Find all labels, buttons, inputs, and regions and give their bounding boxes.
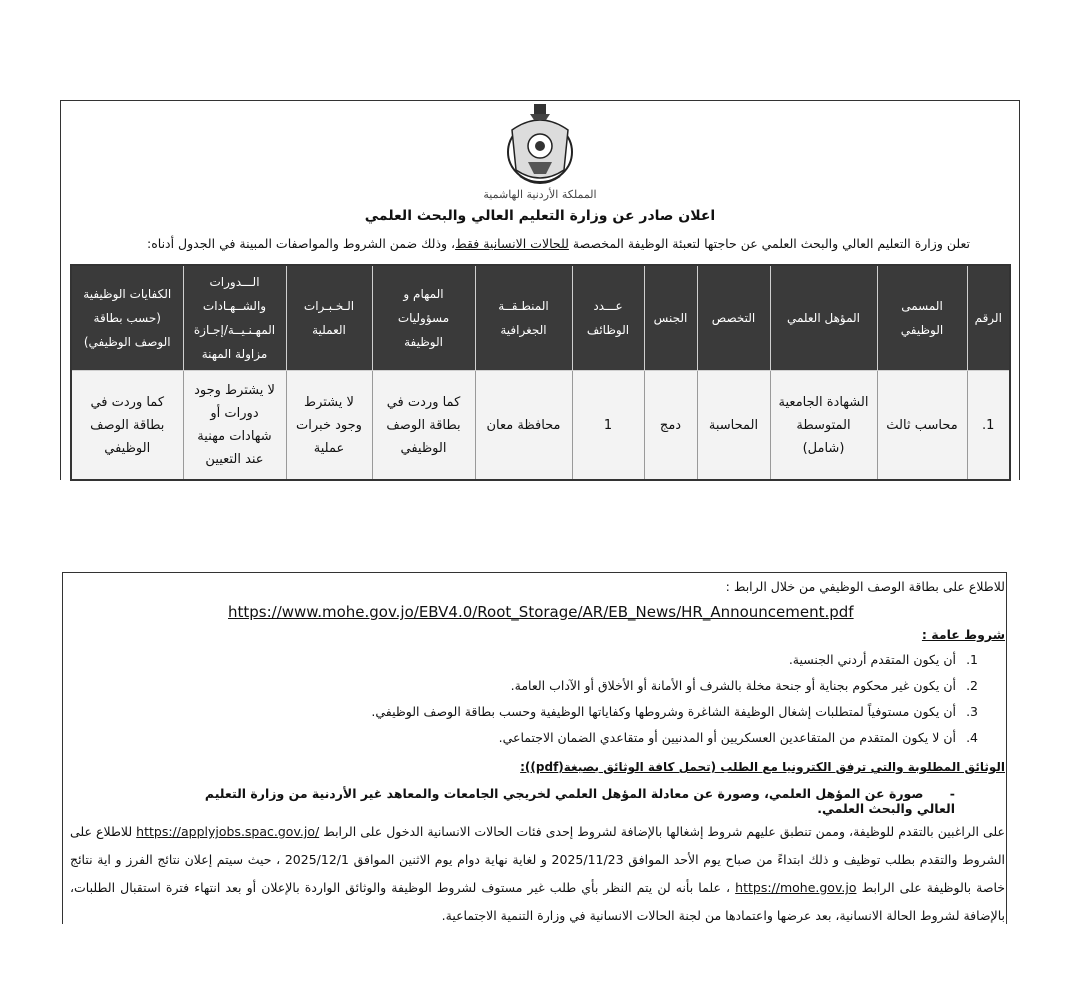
document-text: صورة عن المؤهل العلمي، وصورة عن معادلة المؤهل العلمي لخريجي الجامعات والمعاهد غير الأردنية من وزارة التعليم العالي والبحث العلمي.	[204, 786, 955, 816]
condition-number: 2.	[966, 678, 978, 693]
para-part1: على الراغبين بالتقدم للوظيفة، وممن تنطبق عليهم شروط إشغالها بالإضافة لشروط إحدى فئات الحالات الانسانية الدخول على الرابط	[323, 824, 1005, 839]
table-cell: لا يشترط وجود خبرات عملية	[286, 371, 372, 481]
intro-after: ، وذلك ضمن الشروط والمواصفات المبينة في الجدول أدناه:	[147, 236, 456, 251]
condition-number: 1.	[966, 652, 978, 667]
left-rule	[60, 100, 61, 480]
condition-text: أن يكون غير محكوم بجناية أو جنحة مخلة بالشرف أو الأمانة أو الأخلاق أو الآداب العامة.	[510, 678, 956, 693]
section2-rule	[62, 572, 1007, 573]
condition-text: أن يكون مستوفياً لمتطلبات إشغال الوظيفة الشاغرة وشروطها وكفاياتها الوظيفية وحسب بطاقة الوصف الوظيفي.	[371, 704, 956, 719]
table-row	[71, 371, 1010, 481]
condition-item	[300, 704, 978, 719]
condition-item	[300, 652, 978, 667]
column-header: التخصص	[697, 265, 770, 371]
intro-before: تعلن وزارة التعليم العالي والبحث العلمي عن حاجتها لتعبئة الوظيفة المخصصة	[572, 236, 970, 251]
kingdom-name: المملكة الأردنية الهاشمية	[483, 188, 597, 201]
link-intro: للاطلاع على بطاقة الوصف الوظيفي من خلال الرابط :	[725, 579, 1005, 594]
para-part2: للاطلاع على الشروط والتقدم بطلب توظيف و ذلك ابتداءً من صباح يوم الأحد الموافق 2025/11/23 و لغاية نهاية دوام يوم الاثنين الموافق 2025/12/1 ، حيث سيتم إعلان نتائج الفرز و اية نتائج خاصة بالوظيفة على الرابط	[70, 824, 1005, 895]
column-header: المسمى الوظيفي	[877, 265, 967, 371]
mohe-link[interactable]: https://mohe.gov.jo	[735, 880, 857, 895]
column-header: الكفايات الوظيفية (حسب بطاقة الوصف الوظيفي)	[71, 265, 183, 371]
table-cell: دمج	[644, 371, 697, 481]
right-rule	[1019, 100, 1020, 480]
table-cell: الشهادة الجامعية المتوسطة (شامل)	[770, 371, 877, 481]
column-header: الـــدورات والشــهـادات المهـنـيــة/إجـازة مزاولة المهنة	[183, 265, 286, 371]
table-cell: محافظة معان	[475, 371, 572, 481]
applyjobs-link[interactable]: https://applyjobs.spac.gov.jo/	[136, 824, 320, 839]
table-cell: لا يشترط وجود دورات أو شهادات مهنية عند التعيين	[183, 371, 286, 481]
jobs-table	[70, 264, 1011, 481]
condition-item	[300, 730, 978, 745]
column-header: الجنس	[644, 265, 697, 371]
table-cell: محاسب ثالث	[877, 371, 967, 481]
application-paragraph	[70, 818, 1005, 930]
condition-text: أن يكون المتقدم أردني الجنسية.	[788, 652, 956, 667]
table-cell: كما وردت في بطاقة الوصف الوظيفي	[372, 371, 475, 481]
table-cell: المحاسبة	[697, 371, 770, 481]
condition-text: أن لا يكون المتقدم من المتقاعدين العسكريين أو المدنيين أو متقاعدي الضمان الاجتماعي.	[498, 730, 956, 745]
table-cell: 1	[572, 371, 644, 481]
intro-text	[60, 236, 970, 251]
document-item	[170, 786, 955, 816]
announcement-title: اعلان صادر عن وزارة التعليم العالي والبحث العلمي	[364, 208, 716, 224]
column-header: المنطـقــة الجغرافية	[475, 265, 572, 371]
table-cell: كما وردت في بطاقة الوصف الوظيفي	[71, 371, 183, 481]
jordan-coat-of-arms-logo	[500, 100, 580, 190]
section2-left-rule	[62, 572, 63, 924]
condition-item	[300, 678, 978, 693]
table-cell: 1.	[967, 371, 1010, 481]
condition-number: 3.	[966, 704, 978, 719]
table-header-row	[71, 265, 1010, 371]
section2-right-rule	[1006, 572, 1007, 924]
column-header: الرقم	[967, 265, 1010, 371]
column-header: الـخـبـرات العملية	[286, 265, 372, 371]
intro-underlined: للحالات الانسانية فقط	[455, 236, 569, 251]
para-part3: ، علما بأنه لن يتم النظر بأي طلب غير مستوف لشروط الوظيفة والوثائق الواردة بالإعلان أو بعد انتهاء فترة استقبال الطلبات، بالإضافة لشروط الحالة الانسانية، بعد عرضها واعتمادها من لجنة الحالات الانسانية في وزارة التنمية الاجتماعية.	[70, 880, 1005, 923]
general-conditions-title: شروط عامة :	[921, 627, 1005, 642]
column-header: عـــدد الوظائف	[572, 265, 644, 371]
column-header: المؤهل العلمي	[770, 265, 877, 371]
column-header: المهام و مسؤوليات الوظيفة	[372, 265, 475, 371]
condition-number: 4.	[966, 730, 978, 745]
bullet: -	[949, 786, 955, 801]
job-description-link[interactable]: https://www.mohe.gov.jo/EBV4.0/Root_Storage/AR/EB_News/HR_Announcement.pdf	[228, 603, 854, 621]
required-documents-title: الوثائق المطلوبة والتي ترفق الكترونيا مع الطلب (تحمل كافة الوثائق بصيغة(pdf)):	[520, 760, 1005, 774]
